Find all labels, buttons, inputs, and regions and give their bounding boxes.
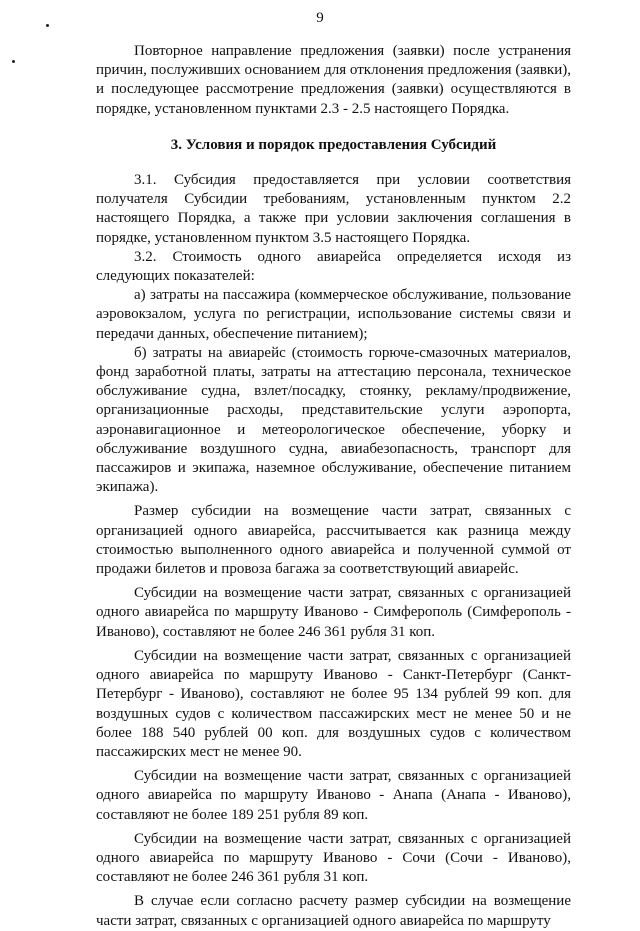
paragraph: Субсидии на возмещение части затрат, связанных с организацией одного авиарейса по маршруту Иваново - Сочи (Сочи - Иваново), составляют не более 246 361 рубля 31 коп. xyxy=(96,830,571,886)
paragraph: Субсидии на возмещение части затрат, связанных с организацией одного авиарейса по маршруту Иваново - Анапа (Анапа - Иваново), составляют не более 189 251 рубля 89 коп. xyxy=(96,768,571,823)
paragraph: В случае если согласно расчету размер субсидии на возмещение части затрат, связанных с организацией одного авиарейса по маршруту xyxy=(96,893,571,929)
paragraph: Повторное направление предложения (заявки) после устранения причин, послуживших основанием для отклонения предложения (заявки), и последующее рассмотрение предложения (заявки) осуществляются в порядке, установленном пунктами 2.3 - 2.5 настоящего Порядка. xyxy=(96,43,571,117)
paragraph: Субсидии на возмещение части затрат, связанных с организацией одного авиарейса по маршруту Иваново - Санкт-Петербург (Санкт-Петербург - Иваново), составляют не более 95 134 рублей 99 коп. для воздушных судов с количеством пассажирских мест не менее 50 и не более 188 540 рублей 00 коп. для воздушных судов с количеством пассажирских мест не менее 90. xyxy=(96,647,571,760)
paragraph: 3.2. Стоимость одного авиарейса определяется исходя из следующих показателей: xyxy=(96,248,571,285)
document-body xyxy=(96,42,571,931)
scan-dot-side xyxy=(12,60,15,63)
paragraph: Размер субсидии на возмещение части затрат, связанных с организацией одного авиарейса, рассчитывается как разница между стоимостью выполненного одного авиарейса и полученной суммой от продажи билетов и провоза багажа за соответствующий авиарейс. xyxy=(96,503,571,578)
paragraph: 3.1. Субсидия предоставляется при условии соответствия получателя Субсидии требованиям, установленным пунктом 2.2 настоящего Порядка, а также при условии заключения соглашения в порядке, установленном пунктом 3.5 настоящего Порядка. xyxy=(96,172,571,246)
paragraph: Субсидии на возмещение части затрат, связанных с организацией одного авиарейса по маршруту Иваново - Симферополь (Симферополь - Иваново), составляют не более 246 361 рубля 31 коп. xyxy=(96,585,571,640)
section-heading: 3. Условия и порядок предоставления Субсидий xyxy=(170,136,497,153)
page-number: 9 xyxy=(316,10,324,26)
paragraph: б) затраты на авиарейс (стоимость горюче-смазочных материалов, фонд заработной платы, затраты на аттестацию персонала, техническое обслуживание судна, взлет/посадку, стоянку, рекламу/продвижение, организационные расходы, представительские услуги аэропорта, аэронавигационное и метеорологическое обеспечение, уборку и обслуживание воздушного судна, авиабезопасность, транспорт для пассажиров и экипажа, наземное обслуживание, обеспечение питанием экипажа). xyxy=(96,344,571,496)
paragraph: а) затраты на пассажира (коммерческое обслуживание, пользование аэровокзалом, услуга по регистрации, использование системы связи и передачи данных, обеспечение питанием); xyxy=(96,287,571,342)
